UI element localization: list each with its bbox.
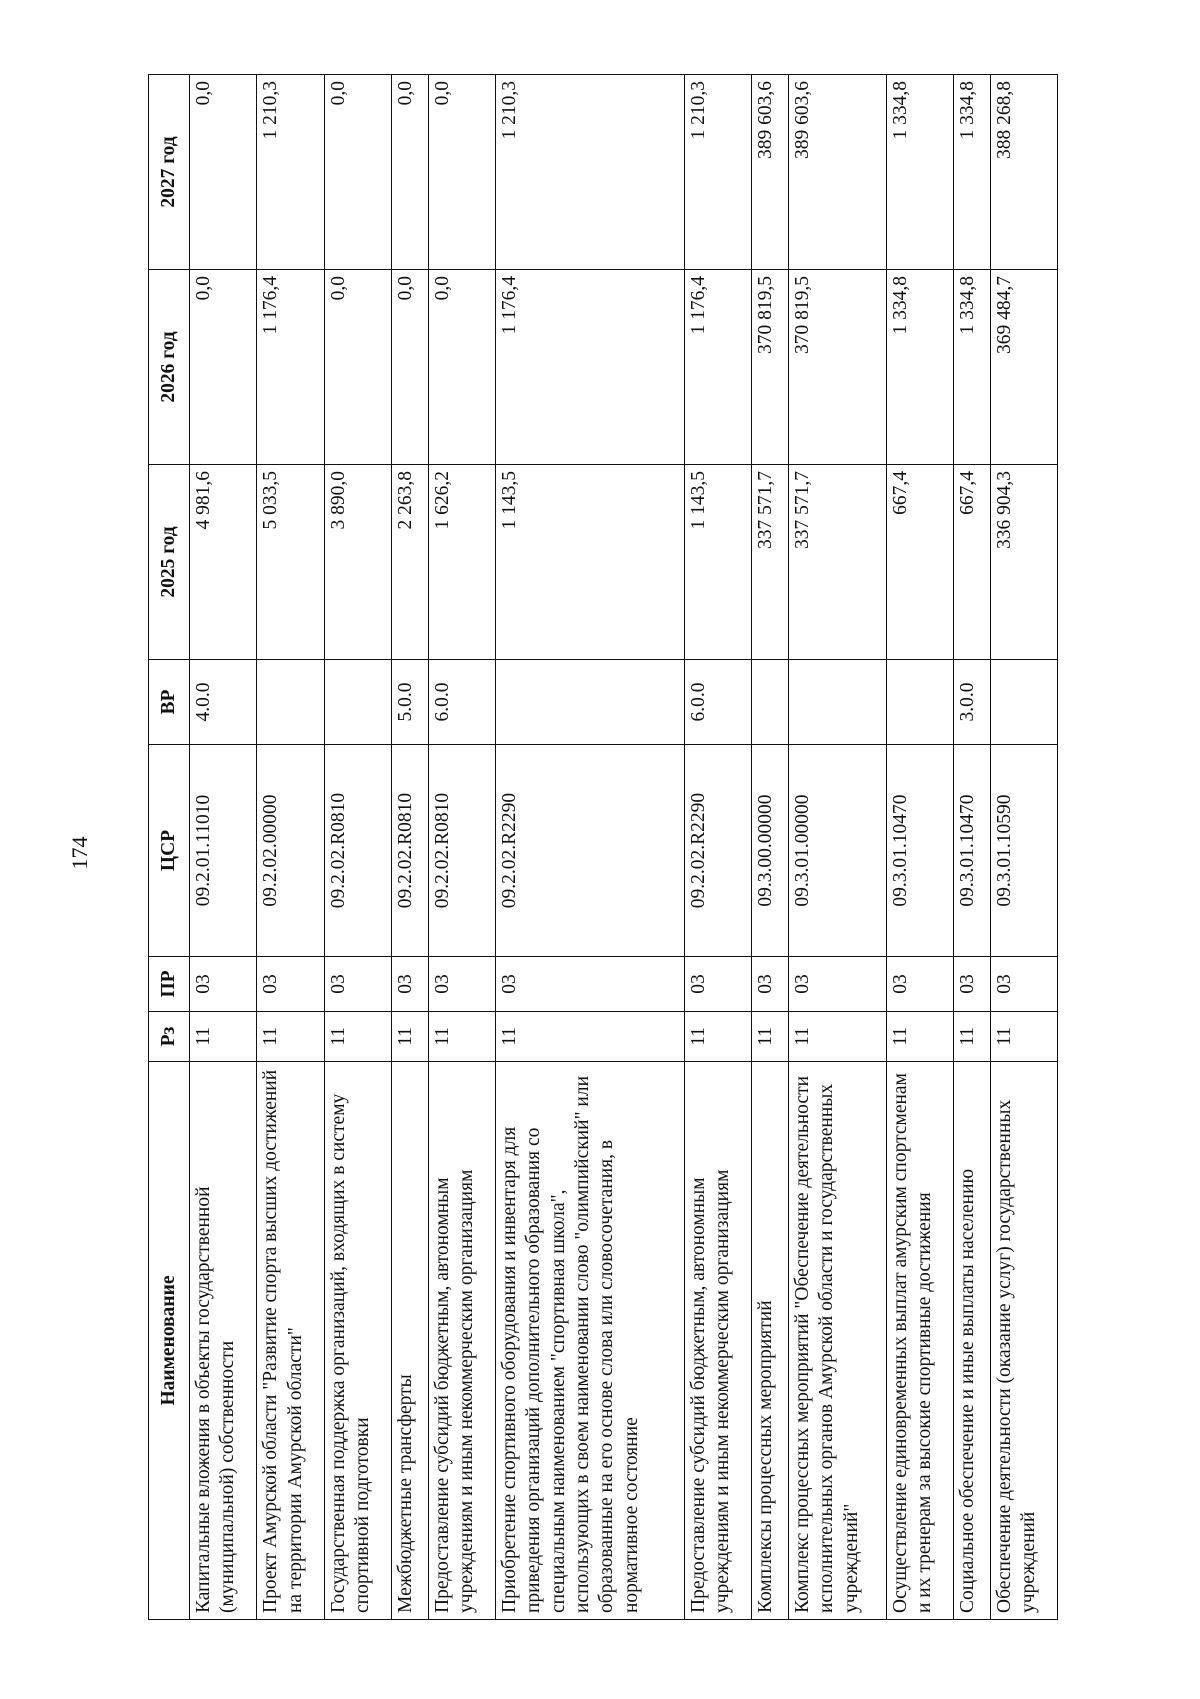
row-value-2027: 389 603,6 — [788, 75, 886, 270]
row-value-2026: 1 176,4 — [257, 270, 324, 465]
row-pr: 03 — [990, 957, 1057, 1012]
row-rz: 11 — [788, 1012, 886, 1062]
row-rz: 11 — [428, 1012, 495, 1062]
table-row — [190, 75, 257, 1620]
table-header-row — [149, 75, 190, 1620]
table-row — [495, 75, 684, 1620]
row-name: Осуществление единовременных выплат амурским спортсменам и их тренерам за высокие спортивные достижения — [886, 1062, 953, 1620]
row-csr: 09.3.01.10590 — [990, 745, 1057, 957]
row-vr — [495, 660, 684, 745]
row-rz: 11 — [684, 1012, 751, 1062]
column-header: ЦСР — [149, 745, 190, 957]
row-pr: 03 — [428, 957, 495, 1012]
row-csr: 09.2.02.R0810 — [428, 745, 495, 957]
row-vr: 6.0.0 — [428, 660, 495, 745]
row-name: Обеспечение деятельности (оказание услуг) государственных учреждений — [990, 1062, 1057, 1620]
row-value-2027: 0,0 — [391, 75, 428, 270]
row-rz: 11 — [324, 1012, 391, 1062]
column-header: 2027 год — [149, 75, 190, 270]
row-value-2025: 2 263,8 — [391, 465, 428, 660]
row-value-2026: 0,0 — [190, 270, 257, 465]
row-vr: 3.0.0 — [953, 660, 990, 745]
row-rz: 11 — [190, 1012, 257, 1062]
row-name: Предоставление субсидий бюджетным, автономным учреждениям и иным некоммерческим организациям — [684, 1062, 751, 1620]
column-header: Наименование — [149, 1062, 190, 1620]
row-vr — [752, 660, 789, 745]
row-value-2025: 667,4 — [886, 465, 953, 660]
table-row — [324, 75, 391, 1620]
row-name: Предоставление субсидий бюджетным, автономным учреждениям и иным некоммерческим организациям — [428, 1062, 495, 1620]
row-rz: 11 — [752, 1012, 789, 1062]
row-value-2027: 389 603,6 — [752, 75, 789, 270]
row-pr: 03 — [953, 957, 990, 1012]
table-row — [391, 75, 428, 1620]
row-value-2025: 5 033,5 — [257, 465, 324, 660]
row-csr: 09.3.01.10470 — [953, 745, 990, 957]
budget-table — [148, 74, 1058, 1620]
row-vr — [257, 660, 324, 745]
row-name: Комплексы процессных мероприятий — [752, 1062, 789, 1620]
row-rz: 11 — [990, 1012, 1057, 1062]
column-header: ВР — [149, 660, 190, 745]
table-row — [990, 75, 1057, 1620]
row-name: Проект Амурской области "Развитие спорта высших достижений на территории Амурской области" — [257, 1062, 324, 1620]
column-header: ПР — [149, 957, 190, 1012]
row-csr: 09.3.01.00000 — [788, 745, 886, 957]
row-name: Комплекс процессных мероприятий "Обеспечение деятельности исполнительных органов Амурской области и государственных учреждений" — [788, 1062, 886, 1620]
row-csr: 09.2.02.R0810 — [324, 745, 391, 957]
row-pr: 03 — [257, 957, 324, 1012]
row-csr: 09.2.02.00000 — [257, 745, 324, 957]
row-value-2026: 0,0 — [391, 270, 428, 465]
row-value-2027: 1 210,3 — [257, 75, 324, 270]
row-pr: 03 — [324, 957, 391, 1012]
row-pr: 03 — [495, 957, 684, 1012]
row-value-2026: 370 819,5 — [752, 270, 789, 465]
row-value-2026: 370 819,5 — [788, 270, 886, 465]
row-value-2025: 667,4 — [953, 465, 990, 660]
row-value-2027: 388 268,8 — [990, 75, 1057, 270]
row-pr: 03 — [391, 957, 428, 1012]
column-header: 2026 год — [149, 270, 190, 465]
row-csr: 09.2.02.R2290 — [495, 745, 684, 957]
row-value-2027: 0,0 — [324, 75, 391, 270]
row-value-2027: 1 210,3 — [684, 75, 751, 270]
table-row — [886, 75, 953, 1620]
page-number: 174 — [67, 836, 92, 870]
row-rz: 11 — [886, 1012, 953, 1062]
row-value-2026: 1 176,4 — [684, 270, 751, 465]
row-csr: 09.2.02.R0810 — [391, 745, 428, 957]
row-vr — [886, 660, 953, 745]
row-value-2026: 1 176,4 — [495, 270, 684, 465]
table-row — [752, 75, 789, 1620]
row-value-2027: 0,0 — [428, 75, 495, 270]
row-value-2026: 369 484,7 — [990, 270, 1057, 465]
row-value-2026: 0,0 — [324, 270, 391, 465]
row-value-2026: 1 334,8 — [953, 270, 990, 465]
row-csr: 09.2.02.R2290 — [684, 745, 751, 957]
row-rz: 11 — [257, 1012, 324, 1062]
row-value-2025: 337 571,7 — [752, 465, 789, 660]
column-header: 2025 год — [149, 465, 190, 660]
row-value-2025: 336 904,3 — [990, 465, 1057, 660]
row-csr: 09.3.01.10470 — [886, 745, 953, 957]
row-pr: 03 — [886, 957, 953, 1012]
row-name: Капитальные вложения в объекты государственной (муниципальной) собственности — [190, 1062, 257, 1620]
table-row — [684, 75, 751, 1620]
table-row — [953, 75, 990, 1620]
row-rz: 11 — [391, 1012, 428, 1062]
row-value-2025: 1 626,2 — [428, 465, 495, 660]
row-vr — [990, 660, 1057, 745]
row-vr: 5.0.0 — [391, 660, 428, 745]
row-name: Государственная поддержка организаций, входящих в систему спортивной подготовки — [324, 1062, 391, 1620]
row-rz: 11 — [953, 1012, 990, 1062]
row-value-2026: 1 334,8 — [886, 270, 953, 465]
row-name: Социальное обеспечение и иные выплаты населению — [953, 1062, 990, 1620]
row-name: Межбюджетные трансферты — [391, 1062, 428, 1620]
row-value-2025: 1 143,5 — [495, 465, 684, 660]
table-row — [428, 75, 495, 1620]
row-name: Приобретение спортивного оборудования и инвентаря для приведения организаций дополнительного образования со специальным наименованием "спортивная школа", использующих в своем наименовании слово "олимпийский" или образованные на его основе слова или словосочетания, в нормативное состояние — [495, 1062, 684, 1620]
row-csr: 09.3.00.00000 — [752, 745, 789, 957]
row-vr: 6.0.0 — [684, 660, 751, 745]
row-value-2025: 1 143,5 — [684, 465, 751, 660]
row-value-2025: 4 981,6 — [190, 465, 257, 660]
row-pr: 03 — [752, 957, 789, 1012]
row-value-2027: 1 334,8 — [953, 75, 990, 270]
row-pr: 03 — [190, 957, 257, 1012]
row-value-2025: 3 890,0 — [324, 465, 391, 660]
rotated-table-container — [148, 75, 1058, 1620]
row-rz: 11 — [495, 1012, 684, 1062]
row-csr: 09.2.01.11010 — [190, 745, 257, 957]
table-row — [788, 75, 886, 1620]
row-value-2027: 1 210,3 — [495, 75, 684, 270]
row-pr: 03 — [684, 957, 751, 1012]
row-vr: 4.0.0 — [190, 660, 257, 745]
row-value-2026: 0,0 — [428, 270, 495, 465]
row-value-2025: 337 571,7 — [788, 465, 886, 660]
row-vr — [324, 660, 391, 745]
row-value-2027: 1 334,8 — [886, 75, 953, 270]
table-row — [257, 75, 324, 1620]
row-pr: 03 — [788, 957, 886, 1012]
row-value-2027: 0,0 — [190, 75, 257, 270]
column-header: Рз — [149, 1012, 190, 1062]
row-vr — [788, 660, 886, 745]
